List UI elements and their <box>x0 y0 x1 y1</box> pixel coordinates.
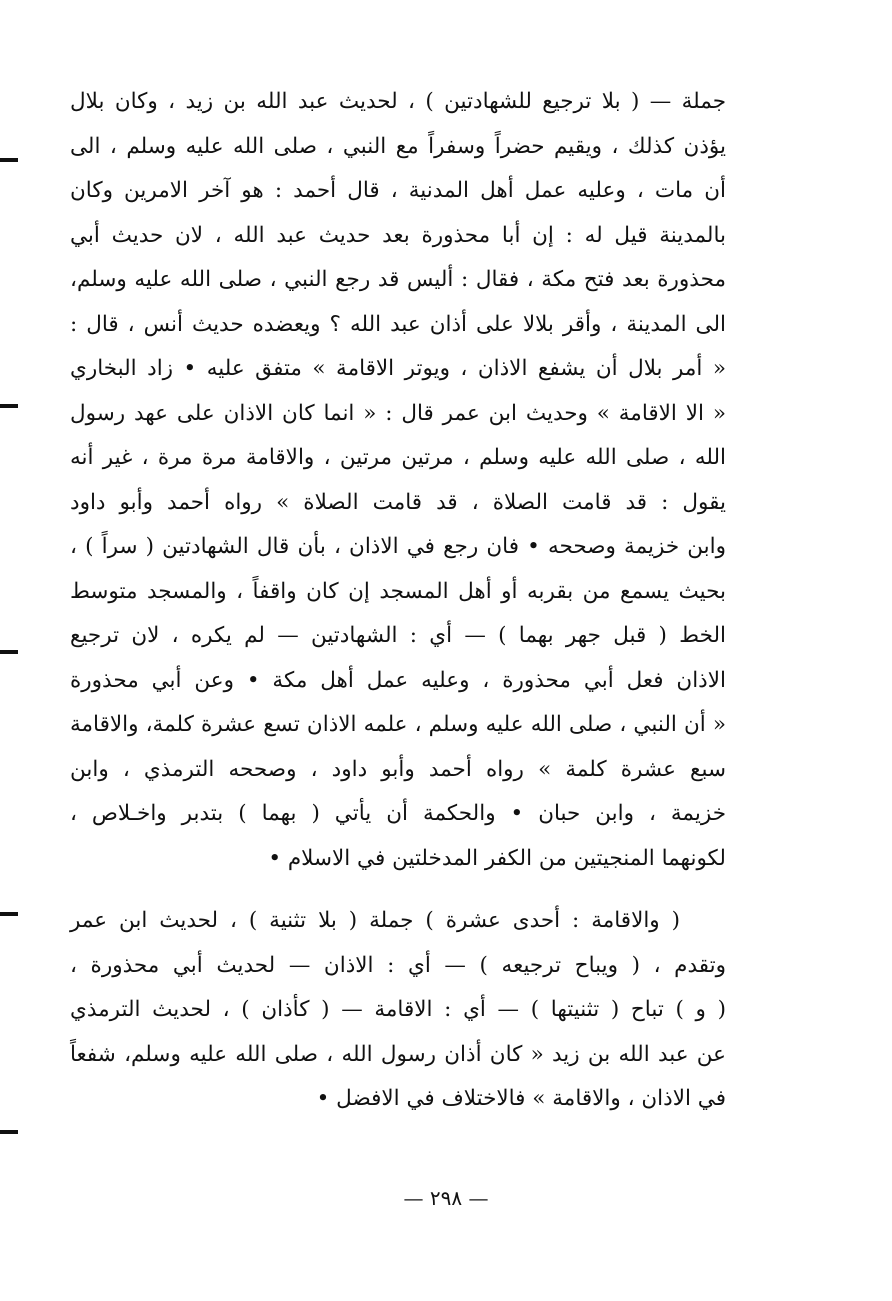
text-line: الاذان فعل أبي محذورة ، وعليه عمل أهل مكة • وعن أبي محذورة <box>70 667 726 693</box>
text-line: الخط ( قبل جهر بهما ) — أي : الشهادتين — لم يكره ، لان ترجيع <box>70 623 726 648</box>
text-line: « الا الاقامة » وحديث ابن عمر قال : « انما كان الاذان على عهد رسول <box>70 400 726 426</box>
text-line: جملة — ( بلا ترجيع للشهادتين ) ، لحديث عبد الله بن زيد ، وكان بلال <box>70 89 726 114</box>
scan-edge-mark <box>0 1130 18 1134</box>
paragraph-iqamah <box>70 899 726 1122</box>
text-line: يقول : قد قامت الصلاة ، قد قامت الصلاة » رواه أحمد وأبو داود <box>70 489 726 515</box>
scan-edge-mark <box>0 912 18 916</box>
text-line: ( و ) تباح ( تثنيتها ) — أي : الاقامة — ( كأذان ) ، لحديث الترمذي <box>70 997 726 1022</box>
scan-edge-mark <box>0 650 18 654</box>
text-line: الى المدينة ، وأقر بلالا على أذان عبد الله ؟ ويعضده حديث أنس ، قال : <box>70 311 726 337</box>
text-line: الله ، صلى الله عليه وسلم ، مرتين مرتين ، والاقامة مرة مرة ، غير أنه <box>70 445 726 470</box>
text-line: لكونهما المنجيتين من الكفر المدخلتين في الاسلام • <box>268 845 726 871</box>
text-line: « أمر بلال أن يشفع الاذان ، ويوتر الاقامة » متفق عليه • زاد البخاري <box>70 356 726 381</box>
scan-edge-mark <box>0 158 18 162</box>
paragraph-adhan <box>70 80 726 881</box>
text-line: بحيث يسمع من بقربه أو أهل المسجد إن كان واقفاً ، والمسجد متوسط <box>70 578 726 604</box>
text-line: وابن خزيمة وصححه • فان رجع في الاذان ، بأن قال الشهادتين ( سراً ) ، <box>70 534 726 559</box>
text-line: بالمدينة قيل له : إن أبا محذورة بعد حديث عبد الله ، لان حديث أبي <box>70 222 726 248</box>
text-line: أن مات ، وعليه عمل أهل المدنية ، قال أحمد : هو آخر الامرين وكان <box>70 178 726 203</box>
text-line: وتقدم ، ( ويباح ترجيعه ) — أي : الاذان — لحديث أبي محذورة ، <box>70 952 726 978</box>
scan-edge-mark <box>0 404 18 408</box>
page-number: — ٢٩٨ — <box>403 1186 489 1210</box>
paragraph-gap <box>70 881 726 899</box>
document-body <box>70 80 726 1122</box>
text-line: خزيمة ، وابن حبان • والحكمة أن يأتي ( بهما ) بتدبر واخـلاص ، <box>70 801 726 826</box>
text-line: « أن النبي ، صلى الله عليه وسلم ، علمه الاذان تسع عشرة كلمة، والاقامة <box>70 712 726 737</box>
text-line: في الاذان ، والاقامة » فالاختلاف في الافضل • <box>316 1086 726 1111</box>
text-line: ( والاقامة : أحدى عشرة ) جملة ( بلا تثنية ) ، لحديث ابن عمر <box>70 908 680 933</box>
text-line: سبع عشرة كلمة » رواه أحمد وأبو داود ، وصححه الترمذي ، وابن <box>70 756 726 782</box>
text-line: محذورة بعد فتح مكة ، فقال : أليس قد رجع النبي ، صلى الله عليه وسلم، <box>70 267 726 292</box>
text-line: عن عبد الله بن زيد « كان أذان رسول الله ، صلى الله عليه وسلم، شفعاً <box>70 1041 726 1067</box>
text-line: يؤذن كذلك ، ويقيم حضراً وسفراً مع النبي ، صلى الله عليه وسلم ، الى <box>70 133 726 159</box>
